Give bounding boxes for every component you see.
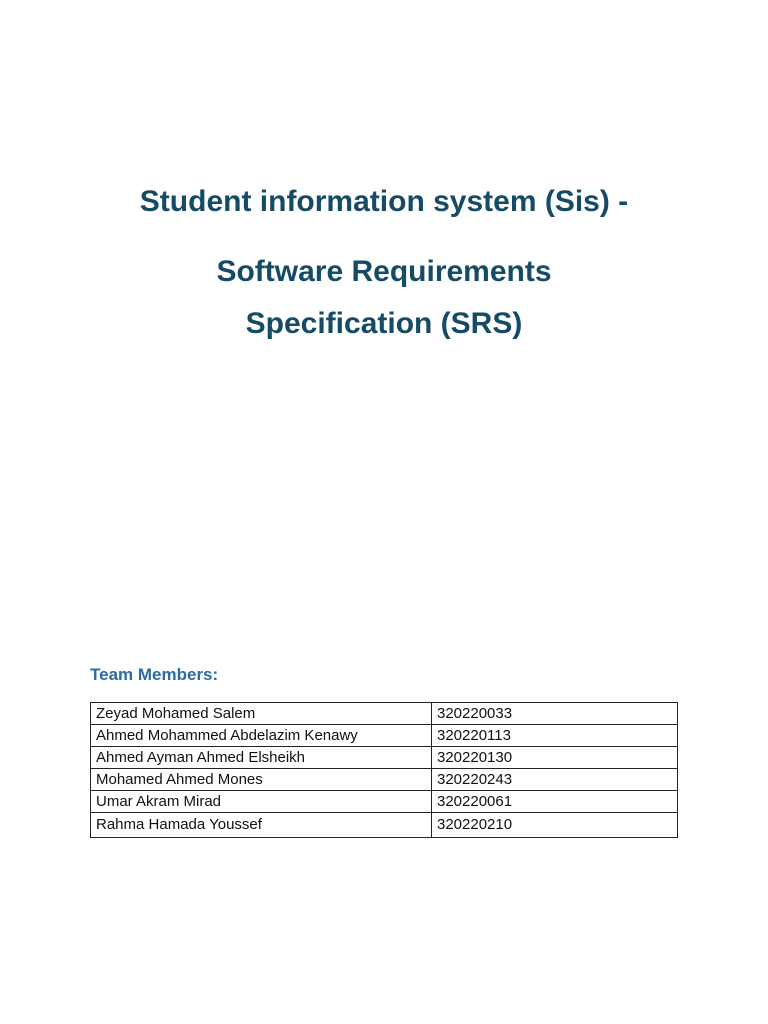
table-row [91,769,678,791]
member-id-cell: 320220243 [432,769,678,791]
member-name-cell: Umar Akram Mirad [91,791,432,813]
member-id-cell: 320220113 [432,725,678,747]
member-id-cell: 320220130 [432,747,678,769]
table-row [91,791,678,813]
member-name-cell: Mohamed Ahmed Mones [91,769,432,791]
table-row [91,813,678,838]
document-title-line-3: Specification (SRS) [245,307,523,340]
document-title-line-1: Student information system (Sis) - [139,185,629,218]
table-row [91,725,678,747]
member-id-cell: 320220210 [432,813,678,838]
table-row [91,747,678,769]
table-row [91,703,678,725]
member-name-cell: Zeyad Mohamed Salem [91,703,432,725]
member-name-cell: Ahmed Ayman Ahmed Elsheikh [91,747,432,769]
team-members-heading: Team Members: [90,665,219,684]
member-name-cell: Ahmed Mohammed Abdelazim Kenawy [91,725,432,747]
member-id-cell: 320220061 [432,791,678,813]
team-members-table [90,702,678,838]
member-name-cell: Rahma Hamada Youssef [91,813,432,838]
member-id-cell: 320220033 [432,703,678,725]
document-title-line-2: Software Requirements [216,255,552,288]
